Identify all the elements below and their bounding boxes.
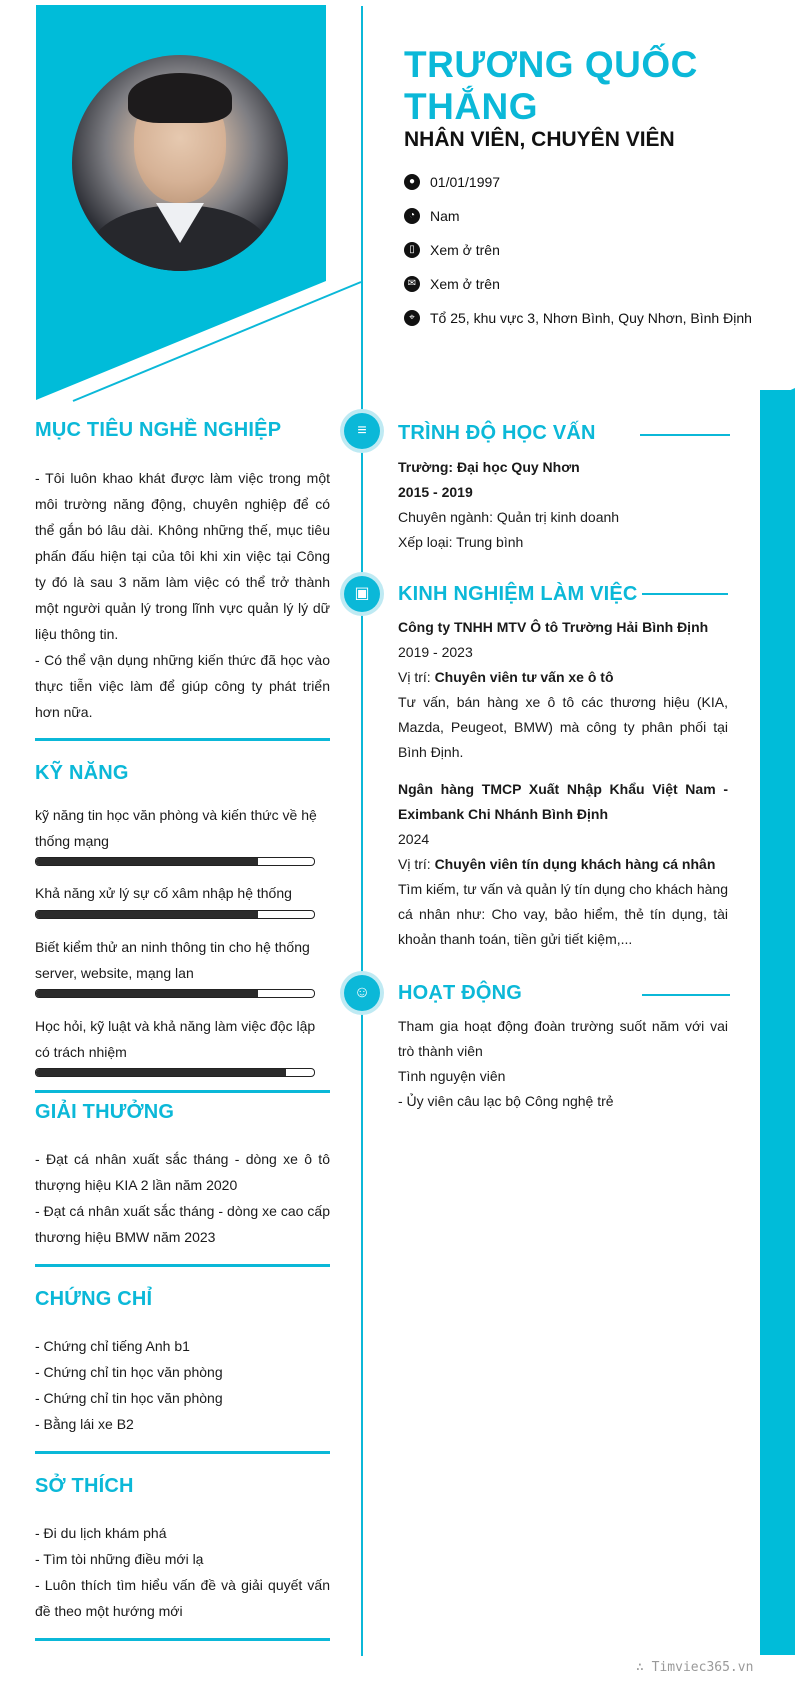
title-rule xyxy=(642,593,728,595)
gender-icon: ◔ xyxy=(404,208,420,224)
contact-birthdate: ● 01/01/1997 xyxy=(404,174,500,190)
career-goal-title: MỤC TIÊU NGHỀ NGHIỆP xyxy=(35,419,282,441)
career-goal-text xyxy=(35,465,330,725)
skill-label: Học hỏi, kỹ luật và khả năng làm việc độc lập có trách nhiệm xyxy=(35,1018,316,1060)
activity-item: - Ủy viên câu lạc bộ Công nghệ trẻ xyxy=(398,1093,614,1109)
user-icon: ● xyxy=(404,174,420,190)
job-period: 2024 xyxy=(398,831,430,847)
location-icon: ⌖ xyxy=(404,310,420,326)
contact-address: ⌖ Tổ 25, khu vực 3, Nhơn Bình, Quy Nhơn, Bình Định xyxy=(404,310,752,326)
hobbies-title: SỞ THÍCH xyxy=(35,1475,134,1497)
skill-bar xyxy=(35,857,315,866)
title-rule xyxy=(642,994,730,996)
education-major: Chuyên ngành: Quản trị kinh doanh xyxy=(398,509,620,525)
experience-icon: ▣ xyxy=(344,576,380,612)
skill-bar-fill xyxy=(36,858,258,865)
section-divider xyxy=(35,1451,330,1454)
experience-job xyxy=(398,777,728,952)
contact-phone: ▯ Xem ở trên xyxy=(404,242,500,258)
section-divider xyxy=(35,1090,330,1093)
timeline-line xyxy=(361,6,363,1656)
award-item: - Đạt cá nhân xuất sắc tháng - dòng xe ô tô thượng hiệu KIA 2 lần năm 2020 xyxy=(35,1151,330,1193)
candidate-position: NHÂN VIÊN, CHUYÊN VIÊN xyxy=(404,128,675,151)
job-role: Chuyên viên tư vấn xe ô tô xyxy=(434,669,614,685)
job-company: Ngân hàng TMCP Xuất Nhập Khẩu Việt Nam - Eximbank Chi Nhánh Bình Định xyxy=(398,781,728,822)
right-accent-bar xyxy=(760,390,795,1655)
activity-item: Tình nguyện viên xyxy=(398,1068,506,1084)
certificate-item: - Chứng chỉ tiếng Anh b1 xyxy=(35,1338,190,1354)
contact-gender: ◔ Nam xyxy=(404,208,460,224)
section-divider xyxy=(35,738,330,741)
certificates-title: CHỨNG CHỈ xyxy=(35,1288,153,1310)
award-item: - Đạt cá nhân xuất sắc tháng - dòng xe cao cấp thương hiệu BMW năm 2023 xyxy=(35,1203,330,1245)
contact-email: ✉ Xem ở trên xyxy=(404,276,500,292)
awards-title: GIẢI THƯỞNG xyxy=(35,1101,175,1123)
career-goal-line: - Có thể vận dụng những kiến thức đã học vào thực tiễn việc làm để giúp công ty phát triển hơn nữa. xyxy=(35,652,330,720)
certificate-item: - Bằng lái xe B2 xyxy=(35,1416,134,1432)
activities-title: HOẠT ĐỘNG xyxy=(398,982,523,1004)
career-goal-line: - Tôi luôn khao khát được làm việc trong một môi trường năng động, chuyên nghiệp để có thể gắn bó lâu dài. Không những thế, mục tiêu phấn đấu hiện tại của tôi khi xin việc tại Công ty đó là sau 3 năm làm việc có thể trở thành một người quản lý trong lĩnh vực quản lý lý dữ liệu thông tin. xyxy=(35,470,330,642)
watermark: ∴ Timviec365.vn xyxy=(636,1660,754,1675)
hobby-item: - Tìm tòi những điều mới lạ xyxy=(35,1551,204,1567)
job-role: Chuyên viên tín dụng khách hàng cá nhân xyxy=(434,856,716,872)
hobbies-text xyxy=(35,1520,330,1624)
avatar xyxy=(72,55,288,271)
activity-item: Tham gia hoạt động đoàn trường suốt năm với vai trò thành viên xyxy=(398,1018,728,1059)
education-icon: ≡ xyxy=(344,413,380,449)
job-description: Tư vấn, bán hàng xe ô tô các thương hiệu (KIA, Mazda, Peugeot, BMW) mà công ty phân phối tại Bình Định. xyxy=(398,694,728,760)
education-school: Trường: Đại học Quy Nhơn xyxy=(398,459,580,475)
skill-bar xyxy=(35,1068,315,1077)
education-details xyxy=(398,455,728,555)
certificate-item: - Chứng chỉ tin học văn phòng xyxy=(35,1390,223,1406)
experience-job xyxy=(398,615,728,765)
hobby-item: - Đi du lịch khám phá xyxy=(35,1525,167,1541)
job-period: 2019 - 2023 xyxy=(398,644,473,660)
skill-bar xyxy=(35,989,315,998)
candidate-name: TRƯƠNG QUỐC THẮNG xyxy=(404,44,698,127)
job-description: Tìm kiếm, tư vấn và quản lý tín dụng cho khách hàng cá nhân như: Cho vay, bảo hiểm, thẻ tín dụng, tài khoản thanh toán, tiền gửi tiết kiệm,... xyxy=(398,881,728,947)
job-role-prefix: Vị trí: xyxy=(398,669,435,685)
email-icon: ✉ xyxy=(404,276,420,292)
education-rank: Xếp loại: Trung bình xyxy=(398,534,524,550)
skill-label: Biết kiểm thử an ninh thông tin cho hệ thống server, website, mạng lan xyxy=(35,939,310,981)
activities-icon: ☺ xyxy=(344,975,380,1011)
awards-text xyxy=(35,1146,330,1250)
section-divider xyxy=(35,1264,330,1267)
title-rule xyxy=(640,434,730,436)
certificates-text xyxy=(35,1333,330,1437)
job-role-prefix: Vị trí: xyxy=(398,856,435,872)
skill-bar-fill xyxy=(36,911,258,918)
hobby-item: - Luôn thích tìm hiểu vấn đề và giải quyết vấn đề theo một hướng mới xyxy=(35,1577,330,1619)
skill-label: kỹ năng tin học văn phòng và kiến thức về hệ thống mạng xyxy=(35,807,317,849)
certificate-item: - Chứng chỉ tin học văn phòng xyxy=(35,1364,223,1380)
skill-bar xyxy=(35,910,315,919)
skill-label: Khả năng xử lý sự cố xâm nhập hệ thống xyxy=(35,885,292,901)
skill-bar-fill xyxy=(36,1069,286,1076)
skills-title: KỸ NĂNG xyxy=(35,762,129,784)
skill-bar-fill xyxy=(36,990,258,997)
education-title: TRÌNH ĐỘ HỌC VẤN xyxy=(398,422,596,444)
job-company: Công ty TNHH MTV Ô tô Trường Hải Bình Định xyxy=(398,619,709,635)
phone-icon: ▯ xyxy=(404,242,420,258)
experience-title: KINH NGHIỆM LÀM VIỆC xyxy=(398,583,638,605)
activities-text xyxy=(398,1014,728,1114)
section-divider xyxy=(35,1638,330,1641)
education-years: 2015 - 2019 xyxy=(398,484,473,500)
